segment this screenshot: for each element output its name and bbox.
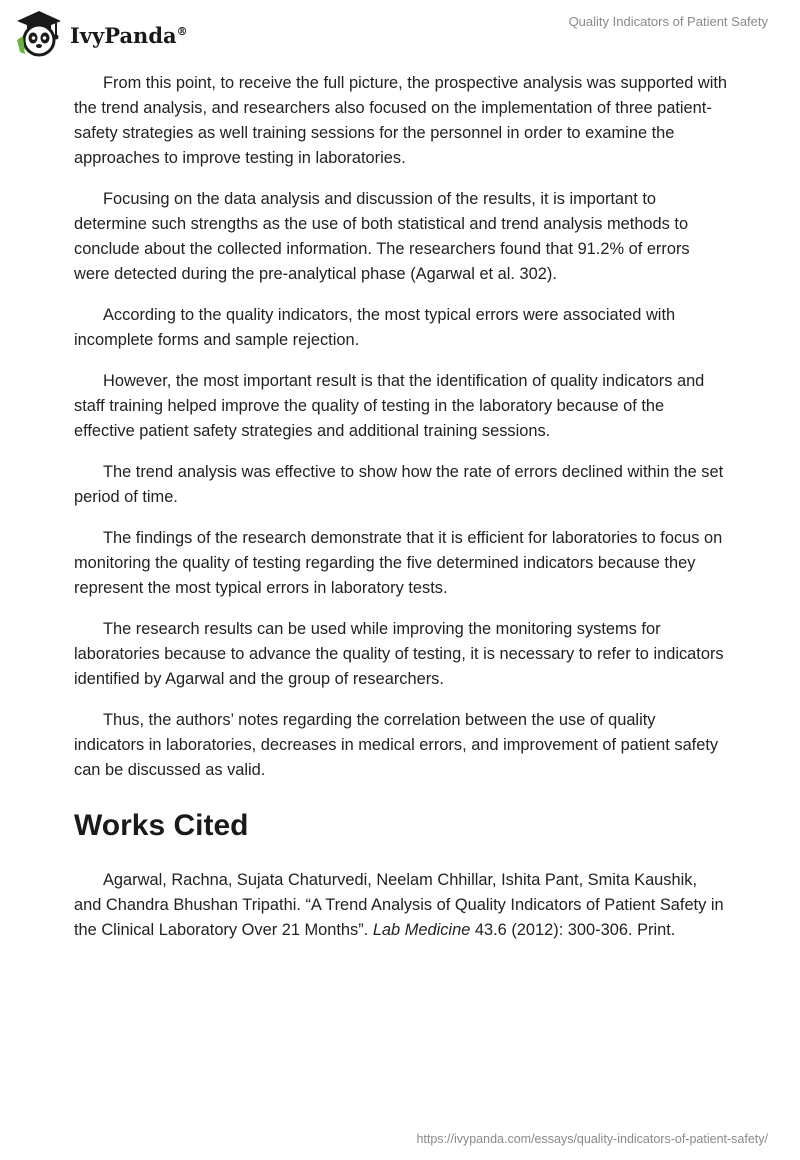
paragraph: According to the quality indicators, the most typical errors were associated with incomplete forms and sample rejection. bbox=[74, 306, 676, 349]
paragraph: The findings of the research demonstrate that it is efficient for laboratories to focus on monitoring the quality of testing regarding the five determined indicators because they represent the most typical errors in laboratory tests. bbox=[74, 529, 723, 597]
panda-mascot-icon bbox=[14, 8, 64, 58]
paragraph: From this point, to receive the full picture, the prospective analysis was supported with the trend analysis, and researchers also focused on the implementation of three patient-safety strategies as well training sessions for the personnel in order to examine the approaches to improve testing in laboratories. bbox=[74, 74, 728, 167]
citation-details: 43.6 (2012): 300-306. Print. bbox=[470, 921, 676, 939]
running-title: Quality Indicators of Patient Safety bbox=[568, 14, 768, 29]
citation-journal: Lab Medicine bbox=[372, 921, 471, 939]
paragraph: The trend analysis was effective to show how the rate of errors declined within the set period of time. bbox=[74, 463, 724, 506]
citation-entry bbox=[74, 868, 728, 943]
paragraph: However, the most important result is that the identification of quality indicators and staff training helped improve the quality of testing in the laboratory because of the effective patient safety strategies and additional training sessions. bbox=[74, 372, 705, 440]
citation-authors-title: Agarwal, Rachna, Sujata Chaturvedi, Neelam Chhillar, Ishita Pant, Smita Kaushik, and Chandra Bhushan Tripathi. “A Trend Analysis of Quality Indicators of Patient Safety in the Clinical Laboratory Over 21 Months”. bbox=[74, 871, 724, 939]
source-url[interactable]: https://ivypanda.com/essays/quality-indicators-of-patient-safety/ bbox=[416, 1132, 768, 1146]
paragraph: The research results can be used while improving the monitoring systems for laboratories because to advance the quality of testing, it is necessary to refer to indicators identified by Agarwal and the group of researchers. bbox=[74, 620, 724, 688]
brand-logo[interactable] bbox=[14, 8, 188, 58]
paragraph: Thus, the authors’ notes regarding the correlation between the use of quality indicators in laboratories, decreases in medical errors, and improvement of patient safety can be discussed as valid. bbox=[74, 711, 719, 779]
paragraph: Focusing on the data analysis and discussion of the results, it is important to determine such strengths as the use of both statistical and trend analysis methods to conclude about the collected information. The researchers found that 91.2% of errors were detected during the pre-analytical phase (Agarwal et al. 302). bbox=[74, 190, 690, 283]
works-cited-heading: Works Cited bbox=[74, 809, 249, 842]
page-header bbox=[0, 0, 800, 64]
brand-name: IvyPanda® bbox=[70, 22, 188, 48]
essay-body bbox=[74, 71, 728, 959]
